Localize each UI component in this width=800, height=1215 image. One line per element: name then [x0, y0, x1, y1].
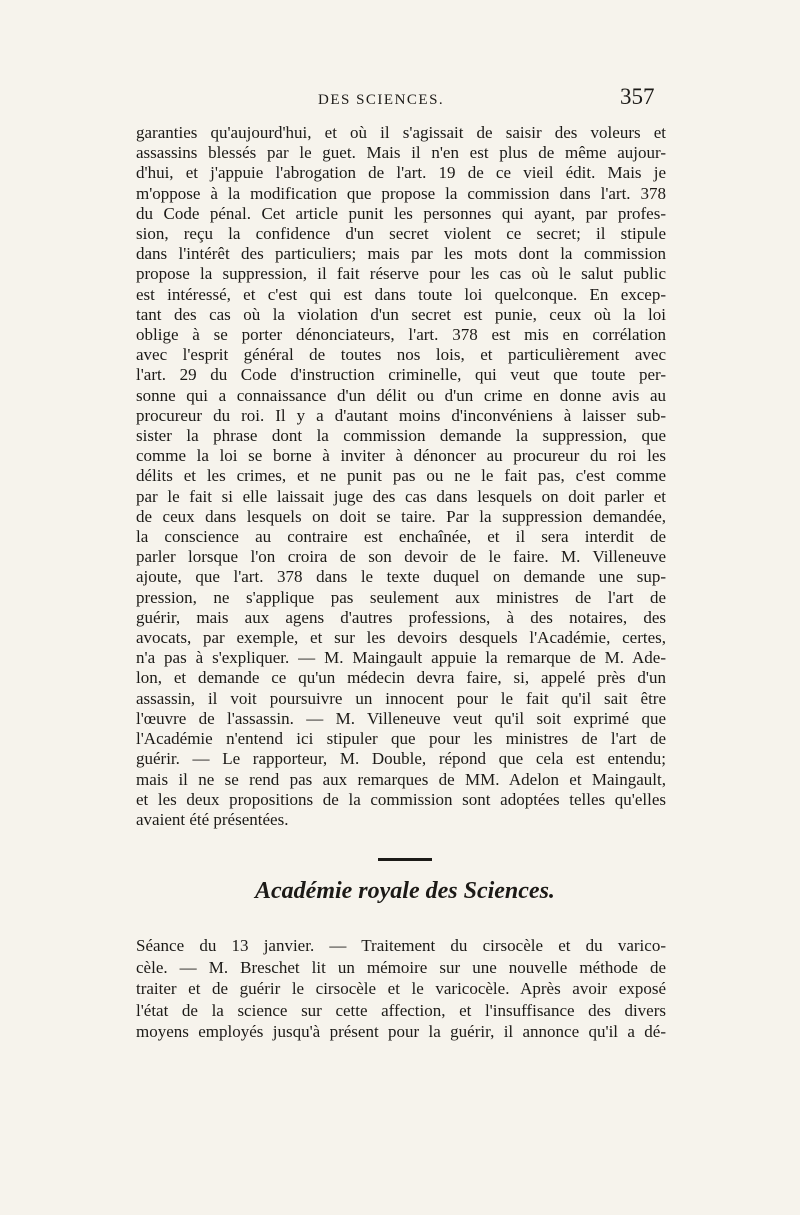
- text-line: d'hui, et j'appuie l'abrogation de l'art. 19 de ce vieil édit. Mais je: [136, 163, 666, 183]
- text-line: guérir. — Le rapporteur, M. Double, répond que cela est entendu;: [136, 749, 666, 769]
- text-line: cèle. — M. Breschet lit un mémoire sur une nouvelle méthode de: [136, 957, 666, 977]
- text-line: sister la phrase dont la commission demande la suppression, que: [136, 426, 666, 446]
- text-line: délits et les crimes, et ne punit pas ou ne le fait pas, c'est comme: [136, 466, 666, 486]
- text-line: parler lorsque l'on croira de son devoir de le faire. M. Villeneuve: [136, 547, 666, 567]
- text-line: m'oppose à la modification que propose la commission dans l'art. 378: [136, 183, 666, 203]
- text-line: la conscience au contraire est enchaînée, et il sera interdit de: [136, 527, 666, 547]
- text-line: n'a pas à s'expliquer. — M. Maingault appuie la remarque de M. Ade-: [136, 648, 666, 668]
- text-line: lon, et demande ce qu'un médecin devra faire, si, appelé près d'un: [136, 668, 666, 688]
- text-line: mais il ne se rend pas aux remarques de MM. Adelon et Maingault,: [136, 769, 666, 789]
- text-line: sion, reçu la confidence d'un secret violent ce secret; il stipule: [136, 224, 666, 244]
- text-line: est intéressé, et c'est qui est dans toute loi quelconque. En excep-: [136, 284, 666, 304]
- text-line: l'œuvre de l'assassin. — M. Villeneuve veut qu'il soit exprimé que: [136, 708, 666, 728]
- text-line: assassins blessés par le guet. Mais il n'en est plus de même aujour-: [136, 143, 666, 163]
- text-line: garanties qu'aujourd'hui, et où il s'agissait de saisir des voleurs et: [136, 123, 666, 142]
- text-line: Séance du 13 janvier. — Traitement du cirsocèle et du varico-: [136, 936, 666, 955]
- section-heading: Académie royale des Sciences.: [255, 878, 555, 904]
- body-text: [136, 123, 666, 830]
- text-line: et les deux propositions de la commission sont adoptées telles qu'elles: [136, 789, 666, 809]
- page-number: 357: [620, 84, 655, 109]
- text-line: moyens employés jusqu'à présent pour la guérir, il annonce qu'il a dé-: [136, 1022, 666, 1041]
- text-line: ajoute, que l'art. 378 dans le texte duquel on demande une sup-: [136, 567, 666, 587]
- text-line: oblige à se porter dénonciateurs, l'art. 378 est mis en corrélation: [136, 325, 666, 345]
- text-line: par le fait si elle laissait juge des cas dans lesquels on doit parler et: [136, 486, 666, 506]
- text-line: sonne qui a connaissance d'un délit ou d'un crime en donne avis au: [136, 385, 666, 405]
- text-line: traiter et de guérir le cirsocèle et le varicocèle. Après avoir exposé: [136, 979, 666, 998]
- text-line: guérir, mais aux agens d'autres professions, à des notaires, des: [136, 607, 666, 627]
- text-line: comme la loi se borne à inviter à dénoncer au procureur du roi les: [136, 446, 666, 466]
- running-title: DES SCIENCES.: [318, 92, 445, 108]
- text-line: dans l'intérêt des particuliers; mais par les mots dont la commission: [136, 244, 666, 264]
- text-line: avaient été présentées.: [136, 809, 289, 829]
- text-line: l'art. 29 du Code d'instruction criminelle, qui veut que toute per-: [136, 365, 666, 385]
- text-line: pression, ne s'applique pas seulement aux ministres de l'art de: [136, 587, 666, 607]
- text-line: procureur du roi. Il y a d'autant moins d'inconvéniens à laisser sub-: [136, 405, 666, 425]
- text-line: avocats, par exemple, et sur les devoirs desquels l'Académie, certes,: [136, 628, 666, 648]
- text-line: tant des cas où la violation d'un secret est punie, ceux où la loi: [136, 304, 666, 324]
- text-line: l'Académie n'entend ici stipuler que pour les ministres de l'art de: [136, 729, 666, 749]
- text-line: du Code pénal. Cet article punit les personnes qui ayant, par profes-: [136, 203, 666, 223]
- text-line: avec l'esprit général de toutes nos lois, et particulièrement avec: [136, 345, 666, 365]
- section-divider: [378, 858, 432, 861]
- text-line: l'état de la science sur cette affection, et l'insuffisance des divers: [136, 1000, 666, 1020]
- text-line: de ceux dans lesquels on doit se taire. Par la suppression demandée,: [136, 506, 666, 526]
- session-text: [136, 935, 666, 1043]
- text-line: propose la suppression, il fait réserve pour les cas où le salut public: [136, 264, 666, 284]
- text-line: assassin, il voit poursuivre un innocent pour le fait qu'il sait être: [136, 688, 666, 708]
